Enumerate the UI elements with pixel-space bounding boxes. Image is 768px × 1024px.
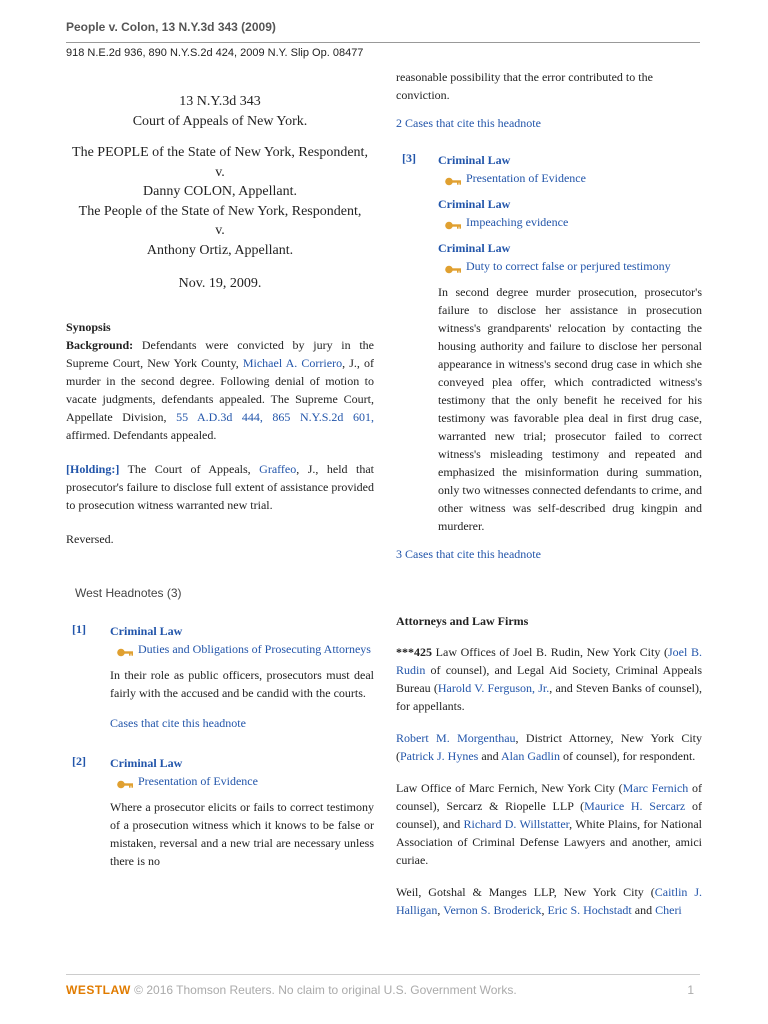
caption	[66, 92, 374, 294]
headnote-topic[interactable]: Criminal Law	[438, 241, 511, 255]
headnote-topic[interactable]: Criminal Law	[110, 755, 183, 770]
attorney-paragraph: Weil, Gotshal & Manges LLP, New York City (Caitlin J. Halligan, Vernon S. Broderick, Eric S. Hochstadt and Cheri	[396, 885, 702, 917]
parties	[66, 143, 374, 260]
synopsis-heading: Synopsis	[66, 319, 111, 334]
reporter-cite: 13 N.Y.3d 343	[179, 94, 261, 109]
attorney-paragraph: ***425 Law Offices of Joel B. Rudin, New York City (Joel B. Rudin of counsel), and Legal Aid Society, Criminal Appeals Bureau (Harold V. Ferguson, Jr., and Steven Banks of counsel), for appellants.	[396, 645, 702, 713]
attorney-link[interactable]: Maurice H. Sercarz	[584, 799, 686, 813]
versus: v.	[215, 223, 225, 238]
right-column	[396, 68, 702, 919]
court-name: Court of Appeals of New York.	[132, 113, 308, 129]
case-name: People v. Colon, 13 N.Y.3d 343 (2009)	[66, 20, 276, 34]
judge-link[interactable]: Graffeo	[259, 461, 297, 476]
attorney-link[interactable]: Marc Fernich	[622, 781, 689, 795]
attorney-link[interactable]: Robert M. Morgenthau	[396, 731, 516, 745]
star-page: ***425	[396, 645, 432, 659]
headnote-3	[396, 151, 702, 535]
synopsis	[66, 318, 374, 548]
headnote-topic[interactable]: Criminal Law	[438, 197, 511, 211]
page-footer	[66, 974, 700, 997]
attorney-link[interactable]: Harold V. Ferguson, Jr.	[437, 681, 550, 695]
attorney-link[interactable]: Alan Gadlin	[501, 749, 560, 763]
attorney-paragraph: Law Office of Marc Fernich, New York City (Marc Fernich of counsel), Sercarz & Riopelle LLP (Maurice H. Sercarz of counsel), and Richard D. Willstatter, White Plains, for National Association of Criminal Defense Lawyers and another, amici curiae.	[396, 781, 702, 867]
background-label: Background:	[66, 337, 134, 352]
attorneys-title: Attorneys and Law Firms	[396, 614, 529, 628]
party-line: The PEOPLE of the State of New York, Respondent,	[72, 145, 368, 160]
westlaw-logo: WESTLAW	[66, 983, 131, 997]
attorney-link[interactable]: Cheri	[655, 903, 682, 917]
holding-paragraph: [Holding:] The Court of Appeals, Graffeo, J., held that prosecutor's failure to disclose full extent of assistance provided to prosecution witness warranted new trial.	[66, 461, 374, 512]
headnote-text: Where a prosecutor elicits or fails to correct testimony of a prosecution witness which it knows to be false or mistaken, reversal and a new trial are necessary unless there is no	[110, 799, 374, 868]
versus: v.	[215, 164, 225, 180]
headnote-topic[interactable]: Criminal Law	[438, 153, 511, 167]
cases-cite-link[interactable]: 3 Cases that cite this headnote	[396, 547, 541, 561]
background-paragraph: Background: Defendants were convicted by jury in the Supreme Court, New York County, Michael A. Corriero, J., of murder in the second degree. Following denial of motion to vacate judgments, defendants appealed. The Supreme Court, Appellate Division, 55 A.D.3d 444, 865 N.Y.S.2d 601, affirmed. Defendants appealed.	[66, 337, 374, 442]
headnote-subtopic[interactable]: Duties and Obligations of Prosecuting Attorneys	[138, 641, 371, 656]
headnote-text: In second degree murder prosecution, prosecutor's failure to disclose her assistance in prosecution witness's grandparents' relocation by contacting the housing authority and failure to disclose her personal appearance in witness's second drug case in which she conveyed plea offer, which contradicted witness's testimony that the only benefit he received for his testimony was favorable plea deal in first drug case, warranted new trial; prosecutor failed to correct witness's misleading testimony and repeated and emphasized the misinformation during summation, only two witnesses connected defendants to crime, and other witness was self-described drug kingpin and murderer.	[438, 285, 702, 533]
page-header	[66, 20, 700, 59]
holding-label[interactable]: [Holding:]	[66, 461, 120, 476]
headnote-2	[66, 754, 374, 870]
citation-link[interactable]: 55 A.D.3d 444, 865 N.Y.S.2d 601,	[176, 409, 374, 424]
attorney-link[interactable]: Patrick J. Hynes	[400, 749, 479, 763]
attorney-link[interactable]: Richard D. Willstatter	[463, 817, 570, 831]
attorney-link[interactable]: Caitlin J. Halligan	[396, 885, 702, 917]
headnote-text: In their role as public officers, prosecutors must deal fairly with the accused and be candid with the courts.	[110, 667, 374, 700]
headnote-text-continued: reasonable possibility that the error contributed to the conviction.	[396, 70, 653, 102]
key-number-icon	[116, 776, 134, 794]
key-number-icon	[444, 261, 462, 279]
headnote-1	[66, 622, 374, 732]
decision-date: Nov. 19, 2009.	[178, 276, 262, 291]
cases-cite-link[interactable]: 2 Cases that cite this headnote	[396, 116, 541, 130]
party-line: Anthony Ortiz, Appellant.	[146, 242, 294, 258]
page-number: 1	[687, 983, 694, 997]
attorney-link[interactable]: Vernon S. Broderick	[443, 903, 542, 917]
headnote-number[interactable]: [1]	[72, 621, 86, 636]
attorney-link[interactable]: Eric S. Hochstadt	[547, 903, 632, 917]
headnote-subtopic[interactable]: Presentation of Evidence	[138, 773, 258, 788]
disposition: Reversed.	[66, 531, 114, 546]
parallel-citations: 918 N.E.2d 936, 890 N.Y.S.2d 424, 2009 N.Y. Slip Op. 08477	[66, 42, 700, 59]
attorney-paragraph: Robert M. Morgenthau, District Attorney, New York City (Patrick J. Hynes and Alan Gadlin of counsel), for respondent.	[396, 731, 702, 763]
headnote-number[interactable]: [3]	[402, 151, 416, 165]
headnotes-title: West Headnotes (3)	[75, 585, 182, 600]
party-line: The People of the State of New York, Respondent,	[78, 203, 362, 219]
attorney-link[interactable]: Joel B. Rudin	[396, 645, 702, 677]
key-number-icon	[444, 173, 462, 191]
cases-cite-link[interactable]: Cases that cite this headnote	[110, 715, 246, 730]
headnote-subtopic[interactable]: Impeaching evidence	[466, 215, 569, 229]
judge-link[interactable]: Michael A. Corriero	[242, 355, 343, 370]
copyright-notice: © 2016 Thomson Reuters. No claim to original U.S. Government Works.	[134, 983, 517, 997]
key-number-icon	[116, 644, 134, 662]
party-line: Danny COLON, Appellant.	[143, 184, 297, 199]
headnote-subtopic[interactable]: Duty to correct false or perjured testimony	[466, 259, 671, 273]
left-column	[66, 66, 374, 870]
key-number-icon	[444, 217, 462, 235]
headnote-topic[interactable]: Criminal Law	[110, 623, 183, 638]
headnote-subtopic[interactable]: Presentation of Evidence	[466, 171, 586, 185]
headnote-number[interactable]: [2]	[72, 753, 86, 768]
